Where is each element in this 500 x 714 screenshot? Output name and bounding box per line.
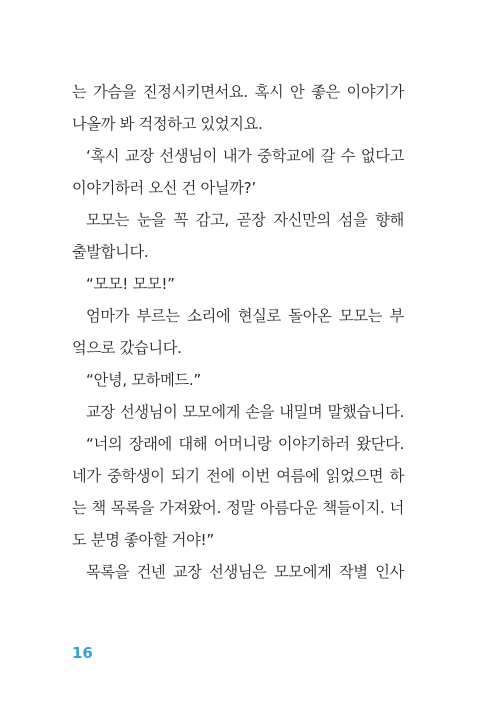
- text-line: ‘혹시 교장 선생님이 내가 중학교에 갈 수 없다고: [86, 147, 404, 165]
- text-line: “모모! 모모!”: [86, 275, 175, 293]
- text-line: 목록을 건넨 교장 선생님은 모모에게 작별 인사: [86, 563, 404, 581]
- text-line: 교장 선생님이 모모에게 손을 내밀며 말했습니다.: [86, 403, 404, 421]
- page-number: 16: [72, 644, 93, 662]
- text-line: 도 분명 좋아할 거야!”: [72, 531, 214, 549]
- text-line: 엄마가 부르는 소리에 현실로 돌아온 모모는 부: [86, 307, 404, 325]
- text-line: 는 가슴을 진정시키면서요. 혹시 안 좋은 이야기가: [72, 83, 404, 101]
- body-text: [72, 76, 404, 588]
- text-line: 출발합니다.: [72, 243, 149, 261]
- text-line: 이야기하러 오신 건 아닐까?’: [72, 179, 256, 197]
- text-line: 엌으로 갔습니다.: [72, 339, 182, 357]
- text-line: “너의 장래에 대해 어머니랑 이야기하러 왔단다.: [86, 435, 404, 453]
- text-line: 나올까 봐 걱정하고 있었지요.: [72, 115, 263, 133]
- text-line: 는 책 목록을 가져왔어. 정말 아름다운 책들이지. 너: [72, 499, 404, 517]
- text-line: 네가 중학생이 되기 전에 이번 여름에 읽었으면 하: [72, 467, 404, 485]
- text-line: 모모는 눈을 꼭 감고, 곧장 자신만의 섬을 향해: [86, 211, 404, 229]
- text-line: “안녕, 모하메드.”: [86, 371, 201, 389]
